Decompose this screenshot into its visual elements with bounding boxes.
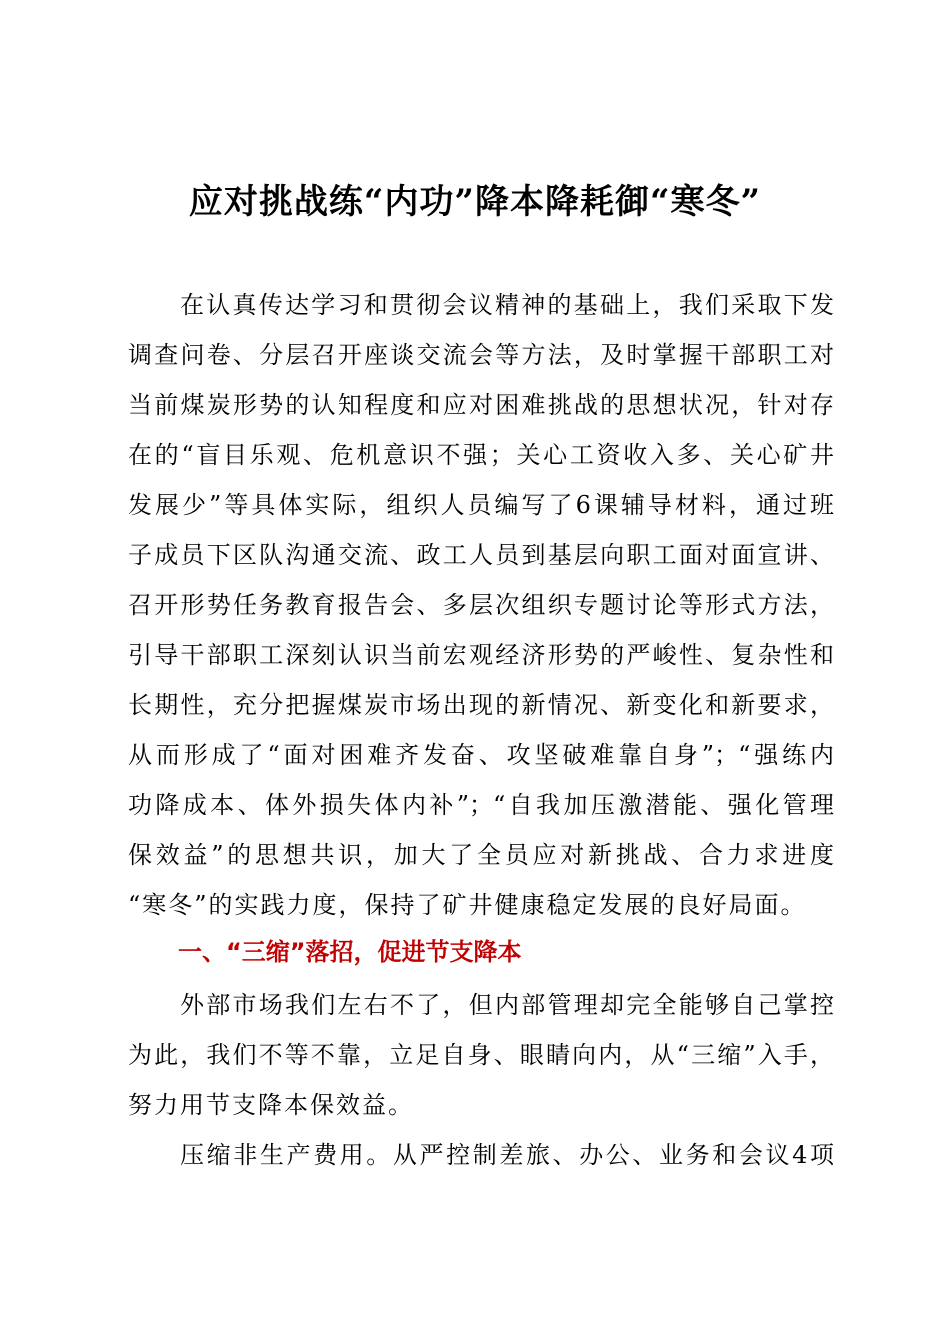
paragraph-line: 保效益”的思想共识，加大了全员应对新挑战、合力求进度 [128, 841, 834, 869]
paragraph-line: 为此，我们不等不靠，立足自身、眼睛向内，从“三缩”入手， [128, 1041, 834, 1069]
paragraph-line: 外部市场我们左右不了，但内部管理却完全能够自己掌控 [180, 991, 834, 1019]
paragraph-line: 发展少”等具体实际，组织人员编写了6课辅导材料，通过班 [128, 491, 834, 519]
paragraph-line: 调查问卷、分层召开座谈交流会等方法，及时掌握干部职工对 [128, 341, 834, 369]
paragraph-line: 努力用节支降本保效益。 [128, 1091, 414, 1119]
paragraph-line: 长期性，充分把握煤炭市场出现的新情况、新变化和新要求， [128, 691, 834, 719]
paragraph-line: 引导干部职工深刻认识当前宏观经济形势的严峻性、复杂性和 [128, 641, 834, 669]
document-title: 应对挑战练“内功”降本降耗御“寒冬” [188, 182, 762, 222]
paragraph-line: “寒冬”的实践力度，保持了矿井健康稳定发展的良好局面。 [128, 891, 807, 919]
paragraph-line: 功降成本、体外损失体内补”；“自我加压激潜能、强化管理 [128, 791, 834, 819]
paragraph-line: 子成员下区队沟通交流、政工人员到基层向职工面对面宣讲、 [128, 541, 834, 569]
paragraph-line: 召开形势任务教育报告会、多层次组织专题讨论等形式方法， [128, 591, 834, 619]
section-heading: 一、“三缩”落招，促进节支降本 [178, 938, 522, 966]
paragraph-line: 压缩非生产费用。从严控制差旅、办公、业务和会议4项 [180, 1141, 834, 1169]
paragraph-line: 在的“盲目乐观、危机意识不强；关心工资收入多、关心矿井 [128, 441, 834, 469]
paragraph-line: 在认真传达学习和贯彻会议精神的基础上，我们采取下发 [180, 291, 834, 319]
paragraph-line: 从而形成了“面对困难齐发奋、攻坚破难靠自身”；“强练内 [128, 741, 834, 769]
paragraph-line: 当前煤炭形势的认知程度和应对困难挑战的思想状况，针对存 [128, 391, 834, 419]
